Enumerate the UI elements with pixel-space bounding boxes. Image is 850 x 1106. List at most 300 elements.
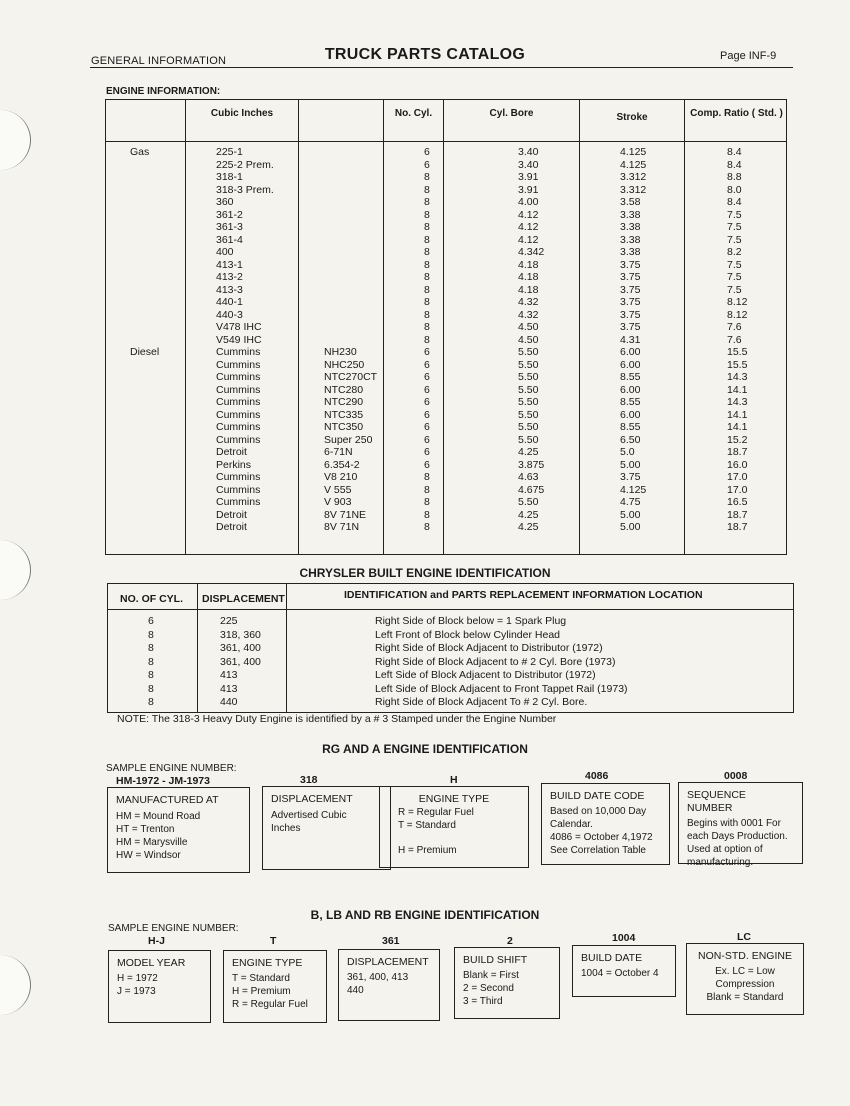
chrysler-identification-table: [107, 583, 794, 713]
engine-cell-bore: 4.675: [518, 483, 545, 496]
engine-cell-bore: 5.50: [518, 358, 539, 371]
blrb-engine-type-line: T = Standard: [232, 973, 290, 984]
engine-cell-inches: 440-3: [216, 308, 243, 321]
engine-cell-model: [324, 271, 377, 284]
engine-cell-bore: 5.50: [518, 371, 539, 383]
type-diesel: Diesel: [130, 346, 160, 358]
engine-cell-bore: 4.50: [518, 333, 539, 346]
engine-cell-inches: V549 IHC: [216, 333, 262, 346]
engine-cell-model: NTC280: [324, 383, 364, 396]
blrb-sample-number: H-J: [148, 935, 165, 947]
page-number: Page INF-9: [720, 50, 777, 62]
engine-cell-cyl: 8: [424, 508, 430, 521]
chrysler-cell-loc: Left Front of Block below Cylinder Head: [375, 628, 561, 641]
engine-cell-model: 8V 71NE: [324, 508, 367, 521]
chrysler-cell-loc: Right Side of Block below = 1 Spark Plug: [375, 615, 567, 627]
engine-cell-model: NTC335: [324, 408, 364, 421]
engine-cell-bore: 3.40: [518, 146, 539, 158]
engine-cell-model: NTC290: [324, 396, 364, 408]
engine-cell-inches: 361-3: [216, 221, 243, 233]
rg-code-build-date: 4086: [585, 770, 609, 782]
rg-code-engine-type: H: [450, 774, 458, 786]
chrysler-cell-loc: Left Side of Block Adjacent to Front Tappet Rail (1973): [375, 682, 628, 695]
chrysler-cell-disp: 413: [220, 669, 238, 681]
header-comp-ratio: Comp. Ratio ( Std. ): [690, 108, 783, 119]
engine-cell-model: [324, 259, 377, 272]
chrysler-cell-disp: 413: [220, 682, 238, 695]
column-comp-ratio: [727, 146, 747, 534]
engine-cell-bore: 5.50: [518, 396, 539, 408]
engine-cell-inches: 318-3 Prem.: [216, 183, 274, 196]
engine-cell-ratio: 7.6: [727, 333, 742, 346]
engine-cell-model: NH230: [324, 346, 357, 358]
page-title: TRUCK PARTS CATALOG: [324, 46, 526, 63]
binder-hole-top: [0, 110, 31, 170]
engine-cell-cyl: 8: [424, 308, 430, 321]
sequence-line: each Days Production.: [687, 831, 788, 842]
mfg-line: HM = Marysville: [116, 837, 188, 848]
model-year-line: H = 1972: [117, 973, 158, 984]
engine-cell-stroke: 4.125: [620, 483, 647, 496]
engine-cell-inches: 413-1: [216, 258, 243, 271]
engine-cell-stroke: 5.00: [620, 458, 641, 471]
engine-cell-ratio: 8.8: [727, 171, 742, 183]
engine-cell-inches: Cummins: [216, 383, 261, 396]
engine-cell-ratio: 18.7: [727, 446, 748, 458]
build-date-code-title: BUILD DATE CODE: [550, 790, 645, 802]
engine-cell-inches: 413-2: [216, 271, 243, 283]
engine-cell-cyl: 8: [424, 233, 430, 246]
engine-cell-ratio: 16.0: [727, 458, 748, 471]
blrb-code-non-std: LC: [737, 931, 751, 943]
build-shift-line: 2 = Second: [463, 983, 514, 994]
column-no-of-cyl: [148, 615, 154, 710]
header-no-of-cyl: NO. OF CYL.: [120, 593, 183, 605]
sequence-line: manufacturing.: [687, 857, 754, 868]
engine-cell-stroke: 4.31: [620, 333, 641, 346]
engine-cell-cyl: 8: [424, 496, 430, 508]
rg-displacement-line: Inches: [271, 823, 301, 834]
binder-hole-bottom: [0, 955, 31, 1015]
engine-cell-bore: 4.12: [518, 233, 539, 246]
engine-cell-inches: Cummins: [216, 408, 261, 421]
blrb-code-engine-type: T: [270, 935, 277, 947]
rg-engine-type-premium: H = Premium: [398, 845, 457, 856]
blrb-engine-type-title: ENGINE TYPE: [232, 957, 303, 969]
engine-cell-ratio: 14.1: [727, 408, 748, 421]
chrysler-cell-cyl: 8: [148, 642, 154, 654]
manufactured-at-title: MANUFACTURED AT: [116, 794, 219, 806]
build-date-code-line: 4086 = October 4,1972: [550, 832, 653, 843]
chrysler-cell-loc: Right Side of Block Adjacent to Distributor (1972): [375, 642, 603, 654]
build-date-code-line: Calendar.: [550, 819, 593, 830]
engine-cell-stroke: 6.00: [620, 358, 641, 371]
engine-cell-ratio: 7.5: [727, 221, 742, 233]
column-displacement: [220, 615, 261, 710]
chrysler-cell-loc: Right Side of Block Adjacent To # 2 Cyl. Bore.: [375, 696, 588, 708]
chrysler-cell-disp: 225: [220, 615, 238, 627]
mfg-line: HW = Windsor: [116, 850, 181, 861]
engine-cell-stroke: 3.38: [620, 208, 641, 221]
engine-cell-cyl: 6: [424, 146, 430, 158]
engine-cell-ratio: 8.4: [727, 146, 742, 158]
engine-cell-inches: 400: [216, 246, 234, 258]
engine-cell-stroke: 6.00: [620, 383, 641, 396]
engine-cell-cyl: 8: [424, 258, 430, 271]
engine-cell-bore: 5.50: [518, 433, 539, 446]
build-date-box: [572, 945, 676, 997]
engine-cell-bore: 4.12: [518, 221, 539, 233]
engine-cell-cyl: 8: [424, 321, 430, 333]
engine-cell-model: [324, 309, 377, 322]
engine-cell-cyl: 6: [424, 433, 430, 446]
section-header: GENERAL INFORMATION: [91, 55, 227, 67]
engine-info-label: ENGINE INFORMATION:: [106, 86, 221, 97]
engine-cell-bore: 5.50: [518, 346, 539, 358]
engine-cell-stroke: 4.125: [620, 158, 647, 171]
engine-cell-cyl: 6: [424, 371, 430, 383]
build-date-line: 1004 = October 4: [581, 968, 659, 979]
engine-cell-cyl: 8: [424, 296, 430, 308]
header-stroke: Stroke: [616, 112, 648, 123]
engine-cell-bore: 5.50: [518, 421, 539, 433]
engine-cell-inches: 225-1: [216, 146, 243, 158]
engine-cell-model: [324, 159, 377, 172]
engine-cell-model: [324, 321, 377, 334]
engine-cell-inches: Cummins: [216, 421, 261, 433]
chrysler-cell-disp: 361, 400: [220, 642, 261, 654]
engine-cell-cyl: 8: [424, 221, 430, 233]
engine-cell-ratio: 8.4: [727, 158, 742, 171]
chrysler-cell-cyl: 8: [148, 669, 154, 681]
b-lb-rb-title: B, LB AND RB ENGINE IDENTIFICATION: [310, 908, 540, 922]
blrb-sample-label: SAMPLE ENGINE NUMBER:: [108, 923, 239, 934]
engine-cell-stroke: 3.38: [620, 246, 641, 258]
build-shift-line: Blank = First: [463, 970, 519, 981]
engine-cell-stroke: 6.00: [620, 408, 641, 421]
engine-cell-ratio: 14.3: [727, 371, 748, 383]
engine-cell-inches: V478 IHC: [216, 321, 262, 333]
model-year-title: MODEL YEAR: [117, 957, 186, 969]
engine-cell-bore: 4.25: [518, 521, 539, 533]
model-year-line: J = 1973: [117, 986, 156, 997]
engine-cell-bore: 4.50: [518, 321, 539, 333]
model-year-box: [108, 950, 211, 1023]
engine-cell-inches: Perkins: [216, 458, 252, 471]
engine-cell-bore: 4.63: [518, 471, 539, 483]
blrb-displacement-line: 361, 400, 413: [347, 972, 409, 983]
chrysler-cell-cyl: 8: [148, 682, 154, 695]
blrb-engine-type-box: [223, 950, 327, 1023]
chrysler-cell-loc: Left Side of Block Adjacent to Distributor (1972): [375, 669, 596, 681]
build-shift-line: 3 = Third: [463, 996, 503, 1007]
engine-cell-bore: 4.00: [518, 196, 539, 208]
engine-cell-cyl: 8: [424, 521, 430, 533]
engine-cell-cyl: 6: [424, 446, 430, 458]
blrb-engine-type-line: R = Regular Fuel: [232, 999, 308, 1010]
column-cubic-inches: [216, 146, 274, 534]
mfg-line: HM = Mound Road: [116, 811, 201, 822]
non-std-line: Ex. LC = Low: [715, 966, 775, 977]
blrb-code-build-shift: 2: [507, 935, 513, 947]
engine-cell-inches: Cummins: [216, 483, 261, 496]
rg-code-sequence: 0008: [724, 770, 748, 782]
engine-cell-cyl: 6: [424, 458, 430, 471]
engine-cell-stroke: 3.38: [620, 221, 641, 233]
engine-cell-model: NTC350: [324, 421, 364, 433]
engine-cell-stroke: 3.75: [620, 321, 641, 333]
engine-cell-stroke: 8.55: [620, 421, 641, 433]
type-gas: Gas: [130, 146, 150, 158]
engine-cell-bore: 3.91: [518, 183, 539, 196]
engine-cell-ratio: 7.6: [727, 321, 742, 333]
engine-cell-model: [324, 209, 377, 222]
engine-cell-model: [324, 146, 377, 159]
engine-cell-ratio: 17.0: [727, 483, 748, 496]
engine-cell-inches: 413-3: [216, 283, 243, 296]
header-cubic-inches: Cubic Inches: [210, 108, 274, 119]
build-date-code-line: See Correlation Table: [550, 845, 646, 856]
engine-cell-inches: 440-1: [216, 296, 243, 308]
engine-cell-model: [324, 234, 377, 247]
engine-cell-ratio: 15.5: [727, 346, 748, 358]
engine-cell-cyl: 8: [424, 333, 430, 346]
engine-cell-bore: 4.18: [518, 258, 539, 271]
engine-cell-cyl: 6: [424, 358, 430, 371]
engine-cell-bore: 4.32: [518, 308, 539, 321]
build-date-code-box: [541, 783, 670, 865]
sequence-line: Begins with 0001 For: [687, 818, 781, 829]
rg-displacement-box: [262, 786, 391, 870]
engine-cell-inches: 361-4: [216, 233, 243, 246]
engine-cell-model: NHC250: [324, 358, 365, 371]
column-diesel-model: [324, 146, 377, 534]
rg-engine-type-line: T = Standard: [398, 820, 456, 831]
chrysler-cell-disp: 440: [220, 696, 238, 708]
engine-cell-model: V 903: [324, 496, 352, 508]
engine-cell-cyl: 8: [424, 271, 430, 283]
engine-cell-stroke: 3.75: [620, 271, 641, 283]
engine-cell-model: [324, 171, 377, 184]
engine-cell-inches: Cummins: [216, 346, 261, 358]
engine-cell-ratio: 16.5: [727, 496, 748, 508]
engine-cell-inches: Cummins: [216, 396, 261, 408]
engine-cell-model: [324, 184, 377, 197]
engine-cell-ratio: 8.12: [727, 308, 748, 321]
engine-cell-ratio: 8.0: [727, 183, 742, 196]
engine-cell-model: 6.354-2: [324, 458, 360, 471]
blrb-displacement-box: [338, 949, 440, 1021]
type-column: [130, 146, 149, 159]
heavy-duty-note: NOTE: The 318-3 Heavy Duty Engine is identified by a # 3 Stamped under the Engine Number: [117, 713, 557, 725]
rg-displacement-title: DISPLACEMENT: [271, 793, 353, 805]
engine-cell-bore: 3.91: [518, 171, 539, 183]
engine-cell-ratio: 14.3: [727, 396, 748, 408]
rg-engine-type-box: [379, 786, 529, 868]
header-rule: [90, 67, 793, 68]
sequence-number-title: SEQUENCE NUMBER: [687, 789, 746, 814]
chrysler-cell-loc: Right Side of Block Adjacent to # 2 Cyl. Bore (1973): [375, 655, 616, 668]
rg-sample-number: HM-1972 - JM-1973: [116, 775, 210, 787]
engine-cell-cyl: 8: [424, 483, 430, 496]
rg-displacement-line: Advertised Cubic: [271, 810, 347, 821]
engine-cell-model: [324, 246, 377, 259]
non-std-line: Blank = Standard: [706, 992, 784, 1003]
header-displacement: DISPLACEMENT: [202, 593, 285, 605]
engine-cell-cyl: 6: [424, 408, 430, 421]
rg-engine-type-line: R = Regular Fuel: [398, 807, 474, 818]
engine-cell-cyl: 6: [424, 396, 430, 408]
chrysler-cell-disp: 318, 360: [220, 628, 261, 641]
blrb-code-build-date: 1004: [612, 932, 636, 944]
engine-cell-stroke: 8.55: [620, 371, 641, 383]
engine-cell-bore: 4.342: [518, 246, 545, 258]
engine-cell-inches: 360: [216, 196, 234, 208]
non-std-engine-box: [686, 943, 804, 1015]
engine-cell-cyl: 6: [424, 421, 430, 433]
engine-cell-ratio: 17.0: [727, 471, 748, 483]
engine-cell-stroke: 4.75: [620, 496, 641, 508]
engine-cell-bore: 3.875: [518, 458, 545, 471]
chrysler-title: CHRYSLER BUILT ENGINE IDENTIFICATION: [299, 566, 551, 580]
engine-cell-bore: 4.18: [518, 271, 539, 283]
engine-cell-stroke: 3.75: [620, 308, 641, 321]
engine-cell-cyl: 8: [424, 246, 430, 258]
engine-cell-stroke: 5.00: [620, 508, 641, 521]
engine-cell-stroke: 4.125: [620, 146, 647, 158]
engine-cell-bore: 4.32: [518, 296, 539, 308]
type-column-diesel: [130, 346, 159, 359]
engine-cell-cyl: 8: [424, 208, 430, 221]
engine-cell-ratio: 18.7: [727, 521, 748, 533]
build-shift-title: BUILD SHIFT: [463, 954, 528, 966]
sequence-line: Used at option of: [687, 844, 763, 855]
engine-cell-ratio: 15.2: [727, 433, 748, 446]
chrysler-cell-cyl: 8: [148, 696, 154, 708]
engine-cell-cyl: 8: [424, 171, 430, 183]
engine-cell-ratio: 8.12: [727, 296, 748, 308]
engine-cell-model: [324, 296, 377, 309]
engine-cell-stroke: 3.312: [620, 171, 647, 183]
non-std-line: Compression: [715, 979, 775, 990]
engine-cell-model: [324, 334, 377, 347]
build-shift-box: [454, 947, 560, 1019]
engine-cell-model: [324, 221, 377, 234]
engine-cell-stroke: 5.00: [620, 521, 641, 533]
build-date-title: BUILD DATE: [581, 952, 643, 964]
engine-cell-stroke: 6.00: [620, 346, 641, 358]
engine-cell-ratio: 7.5: [727, 233, 742, 246]
engine-cell-inches: Detroit: [216, 446, 247, 458]
engine-cell-cyl: 8: [424, 196, 430, 208]
engine-cell-ratio: 7.5: [727, 208, 742, 221]
engine-cell-stroke: 3.75: [620, 258, 641, 271]
engine-cell-model: 6-71N: [324, 446, 353, 458]
engine-cell-inches: Cummins: [216, 358, 261, 371]
engine-cell-bore: 5.50: [518, 408, 539, 421]
engine-cell-model: Super 250: [324, 433, 373, 446]
manufactured-at-box: [107, 787, 250, 873]
blrb-engine-type-line: H = Premium: [232, 986, 291, 997]
engine-cell-cyl: 6: [424, 383, 430, 396]
header-cyl-bore: Cyl. Bore: [489, 108, 534, 119]
engine-cell-stroke: 3.312: [620, 183, 647, 196]
engine-cell-ratio: 8.2: [727, 246, 742, 258]
engine-cell-cyl: 6: [424, 346, 430, 358]
engine-cell-model: V8 210: [324, 471, 358, 483]
column-stroke: [620, 146, 646, 534]
engine-cell-ratio: 14.1: [727, 421, 748, 433]
engine-cell-inches: Cummins: [216, 433, 261, 446]
engine-cell-bore: 4.18: [518, 283, 539, 296]
engine-cell-bore: 4.25: [518, 508, 539, 521]
engine-cell-ratio: 15.5: [727, 358, 748, 371]
engine-cell-ratio: 18.7: [727, 508, 748, 521]
column-location: [375, 615, 628, 710]
engine-cell-inches: Detroit: [216, 508, 247, 521]
engine-cell-stroke: 3.75: [620, 283, 641, 296]
engine-cell-inches: Detroit: [216, 521, 247, 533]
build-date-code-line: Based on 10,000 Day: [550, 806, 647, 817]
rg-a-title: RG AND A ENGINE IDENTIFICATION: [322, 742, 528, 756]
column-cyl-bore: [518, 146, 544, 534]
engine-cell-ratio: 8.4: [727, 196, 742, 208]
mfg-line: HT = Trenton: [116, 824, 175, 835]
engine-cell-model: [324, 284, 377, 297]
header-no-cyl: No. Cyl.: [394, 108, 433, 119]
engine-cell-bore: 3.40: [518, 158, 539, 171]
engine-cell-inches: Cummins: [216, 371, 261, 383]
engine-cell-stroke: 3.75: [620, 296, 641, 308]
engine-cell-stroke: 3.75: [620, 471, 641, 483]
engine-cell-cyl: 8: [424, 283, 430, 296]
engine-cell-bore: 5.50: [518, 383, 539, 396]
rg-engine-type-title: ENGINE TYPE: [418, 793, 490, 805]
rg-code-displacement: 318: [300, 774, 318, 786]
engine-cell-bore: 5.50: [518, 496, 539, 508]
blrb-code-displacement: 361: [382, 935, 400, 947]
engine-cell-stroke: 3.58: [620, 196, 641, 208]
engine-cell-ratio: 7.5: [727, 271, 742, 283]
engine-cell-model: 8V 71N: [324, 521, 360, 533]
engine-cell-stroke: 6.50: [620, 433, 641, 446]
engine-information-table: [105, 99, 787, 555]
engine-cell-bore: 4.12: [518, 208, 539, 221]
chrysler-cell-cyl: 8: [148, 655, 154, 668]
blrb-displacement-line: 440: [347, 985, 364, 996]
engine-cell-inches: Cummins: [216, 471, 261, 483]
chrysler-cell-cyl: 6: [148, 615, 154, 627]
engine-cell-ratio: 14.1: [727, 383, 748, 396]
chrysler-cell-cyl: 8: [148, 628, 154, 641]
engine-cell-ratio: 7.5: [727, 258, 742, 271]
engine-cell-stroke: 3.38: [620, 233, 641, 246]
header-location: IDENTIFICATION and PARTS REPLACEMENT INFORMATION LOCATION: [344, 589, 703, 601]
engine-cell-model: NTC270CT: [324, 371, 378, 383]
chrysler-cell-disp: 361, 400: [220, 655, 261, 668]
engine-cell-bore: 4.25: [518, 446, 539, 458]
engine-cell-cyl: 6: [424, 158, 430, 171]
engine-cell-cyl: 8: [424, 183, 430, 196]
blrb-displacement-title: DISPLACEMENT: [347, 956, 429, 968]
engine-cell-inches: 361-2: [216, 208, 243, 221]
sequence-number-box: [678, 782, 803, 868]
engine-cell-cyl: 8: [424, 471, 430, 483]
non-std-engine-title: NON-STD. ENGINE: [698, 950, 792, 962]
engine-cell-inches: 225-2 Prem.: [216, 158, 274, 171]
rg-sample-label: SAMPLE ENGINE NUMBER:: [106, 763, 237, 774]
engine-cell-inches: Cummins: [216, 496, 261, 508]
